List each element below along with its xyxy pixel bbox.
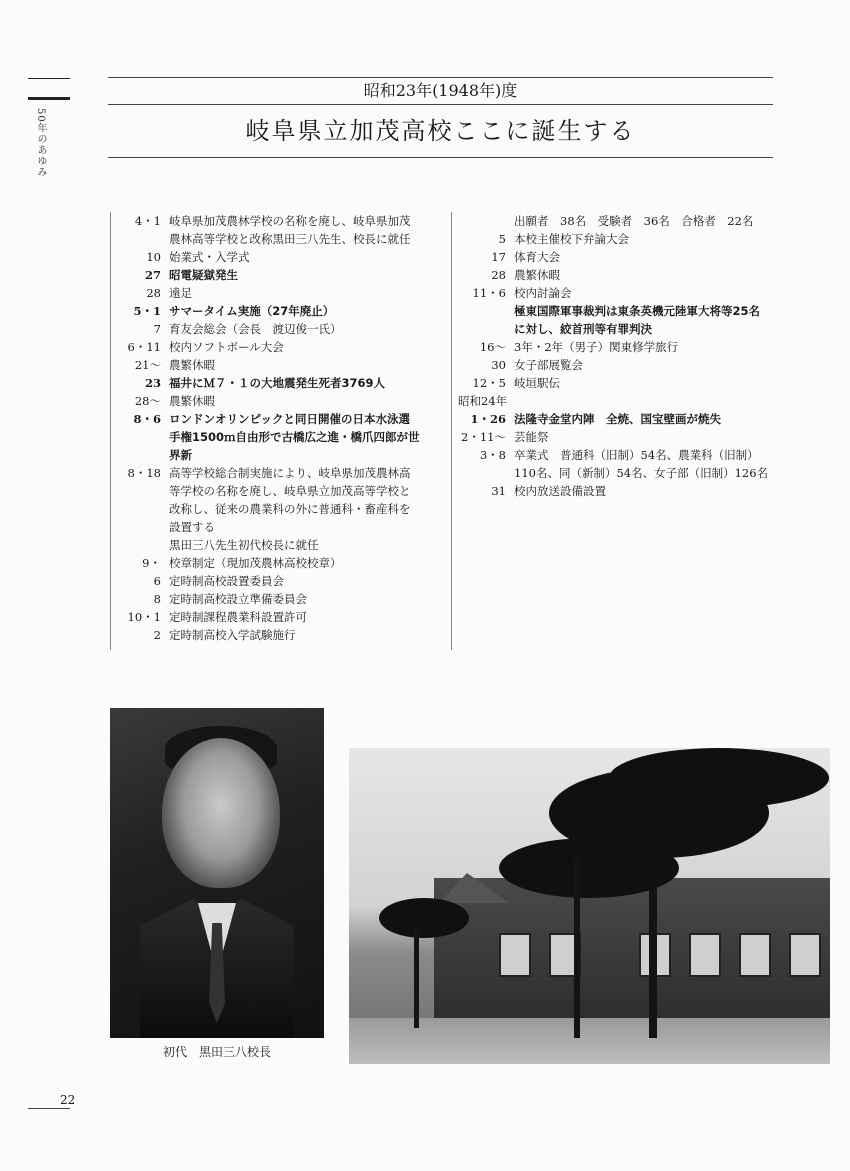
side-rule-top: [28, 78, 70, 79]
entry-date: 4・1: [134, 214, 161, 228]
timeline-entry: [111, 266, 451, 284]
entry-text: 育友会総会（会長 渡辺俊一氏）: [169, 322, 342, 336]
entry-date: [111, 536, 169, 554]
entry-date: 10: [146, 250, 161, 264]
entry-date: 11・6: [472, 286, 506, 300]
timeline-entry: [458, 338, 778, 356]
school-building-photo: [349, 748, 830, 1064]
entry-date: 21～: [134, 358, 161, 372]
entry-text: 農繁休暇: [169, 394, 215, 408]
entry-text: 定時制高校設立準備委員会: [169, 592, 307, 606]
entry-date: 8: [153, 592, 161, 606]
entry-date: 23: [144, 376, 161, 390]
entry-date: 16～: [479, 340, 506, 354]
entry-date: 昭和24年: [458, 394, 508, 408]
entry-text: サマータイム実施（27年廃止）: [169, 304, 335, 318]
timeline-entry: [458, 212, 778, 230]
entry-text: 界新: [169, 448, 192, 462]
entry-date: 9・: [142, 556, 161, 570]
timeline-entry: [458, 392, 778, 410]
chapter-title: 岐阜県立加茂高校ここに誕生する: [245, 117, 636, 145]
entry-date: 7: [153, 322, 161, 336]
timeline-entry: [111, 446, 451, 464]
entry-date: 30: [491, 358, 506, 372]
entry-date: 6: [153, 574, 161, 588]
entry-date: 2・11～: [461, 430, 506, 444]
timeline-entry: [458, 410, 778, 428]
timeline-entry: [111, 392, 451, 410]
entry-text: 芸能祭: [514, 430, 549, 444]
entry-text: 遠足: [169, 286, 192, 300]
entry-date: [458, 302, 514, 320]
timeline-entry: [458, 320, 778, 338]
entry-text: 昭電疑獄発生: [169, 268, 238, 282]
side-rule-thick: [28, 97, 70, 100]
entry-date: 5: [498, 232, 506, 246]
entry-text: 改称し、従来の農業科の外に普通科・畜産科を: [169, 502, 411, 516]
timeline-entry: [111, 374, 451, 392]
entry-date: [111, 518, 169, 536]
timeline-entry: [111, 500, 451, 518]
entry-text: 校章制定（現加茂農林高校校章）: [169, 556, 342, 570]
entry-text: 黒田三八先生初代校長に就任: [169, 538, 319, 552]
entry-text: 女子部展覧会: [514, 358, 583, 372]
entry-date: [458, 212, 514, 230]
timeline-entry: [458, 464, 778, 482]
entry-text: 3年・2年（男子）関東修学旅行: [514, 340, 679, 354]
timeline-entry: [111, 590, 451, 608]
entry-text: 法隆寺金堂内陣 全焼、国宝壁画が焼失: [514, 412, 721, 426]
timeline-entry: [458, 446, 778, 464]
entry-text: 農林高等学校と改称黒田三八先生、校長に就任: [169, 232, 411, 246]
entry-text: 高等学校総合制実施により、岐阜県加茂農林高: [169, 466, 411, 480]
entry-date: 8・6: [133, 412, 161, 426]
timeline-entry: [458, 482, 778, 500]
timeline-entry: [458, 266, 778, 284]
timeline-entry: [111, 554, 451, 572]
entry-text: ロンドンオリンピックと同日開催の日本水泳選: [169, 412, 411, 426]
timeline-entry: [111, 482, 451, 500]
entry-text: 出願者 38名 受験者 36名 合格者 22名: [514, 214, 754, 228]
entry-date: 6・11: [127, 340, 161, 354]
entry-text: 110名、同（新制）54名、女子部（旧制）126名: [514, 466, 769, 480]
timeline-entry: [111, 338, 451, 356]
entry-text: [514, 392, 778, 410]
entry-date: 28: [146, 286, 161, 300]
timeline-entry: [458, 428, 778, 446]
timeline-entry: [458, 302, 778, 320]
timeline-left-column: [110, 212, 452, 650]
entry-text: 福井にＭ７・１の大地震発生死者3769人: [169, 376, 386, 390]
entry-date: 17: [491, 250, 506, 264]
side-label: 50年のあゆみ: [35, 108, 46, 178]
timeline-entry: [111, 608, 451, 626]
entry-date: [458, 320, 514, 338]
entry-text: 定時制高校入学試験施行: [169, 628, 296, 642]
timeline-entry: [111, 212, 451, 230]
timeline-entry: [458, 374, 778, 392]
timeline-entry: [111, 230, 451, 248]
entry-date: 1・26: [470, 412, 506, 426]
entry-text: 卒業式 普通科（旧制）54名、農業科（旧制）: [514, 448, 759, 462]
entry-text: 始業式・入学式: [169, 250, 250, 264]
timeline-entry: [111, 284, 451, 302]
entry-text: 農繁休暇: [514, 268, 560, 282]
timeline-entry: [458, 284, 778, 302]
timeline-entry: [111, 248, 451, 266]
chapter-header: [108, 77, 773, 158]
timeline-entry: [111, 410, 451, 428]
timeline-entry: [111, 572, 451, 590]
entry-text: 定時制課程農業科設置許可: [169, 610, 307, 624]
entry-date: [111, 482, 169, 500]
entry-text: 岐阜県加茂農林学校の名称を廃し、岐阜県加茂: [169, 214, 411, 228]
portrait-caption: 初代 黒田三八校長: [162, 1045, 271, 1059]
timeline-entry: [458, 230, 778, 248]
entry-date: [111, 446, 169, 464]
entry-date: 3・8: [479, 448, 506, 462]
entry-text: 校内討論会: [514, 286, 572, 300]
entry-date: [111, 500, 169, 518]
page-rule: [28, 1108, 70, 1109]
page-number: 22: [60, 1093, 76, 1107]
timeline-entry: [111, 356, 451, 374]
entry-text: 等学校の名称を廃し、岐阜県立加茂高等学校と: [169, 484, 411, 498]
entry-date: [111, 230, 169, 248]
entry-text: 農繁休暇: [169, 358, 215, 372]
entry-date: [458, 464, 514, 482]
timeline-entry: [111, 320, 451, 338]
entry-date: 31: [491, 484, 506, 498]
timeline-entry: [111, 626, 451, 644]
header-rule: [108, 157, 773, 158]
timeline-entry: [458, 248, 778, 266]
entry-text: 定時制高校設置委員会: [169, 574, 284, 588]
entry-text: 校内放送設備設置: [514, 484, 606, 498]
entry-text: 体育大会: [514, 250, 560, 264]
principal-portrait-photo: [110, 708, 324, 1038]
entry-date: 10・1: [127, 610, 161, 624]
entry-date: 27: [144, 268, 161, 282]
entry-text: 手権1500ｍ自由形で古橋広之進・橋爪四郎が世: [169, 430, 420, 444]
timeline-entry: [111, 518, 451, 536]
timeline-entry: [111, 536, 451, 554]
entry-date: 2: [153, 628, 161, 642]
entry-date: 12・5: [472, 376, 506, 390]
entry-text: 設置する: [169, 520, 215, 534]
timeline-entry: [458, 356, 778, 374]
entry-date: [111, 428, 169, 446]
timeline-entry: [111, 302, 451, 320]
entry-text: 本校主催校下弁論大会: [514, 232, 629, 246]
entry-date: 28: [491, 268, 506, 282]
entry-text: 岐垣駅伝: [514, 376, 560, 390]
entry-text: 極東国際軍事裁判は東条英機元陸軍大将等25名: [514, 304, 761, 318]
timeline-entry: [111, 428, 451, 446]
timeline-entry: [111, 464, 451, 482]
entry-date: 5・1: [133, 304, 161, 318]
entry-text: に対し、絞首刑等有罪判決: [514, 322, 652, 336]
entry-date: 28～: [134, 394, 161, 408]
chapter-year: 昭和23年(1948年)度: [363, 81, 518, 100]
entry-date: 8・18: [127, 466, 161, 480]
entry-text: 校内ソフトボール大会: [169, 340, 284, 354]
timeline-right-column: [458, 212, 778, 500]
